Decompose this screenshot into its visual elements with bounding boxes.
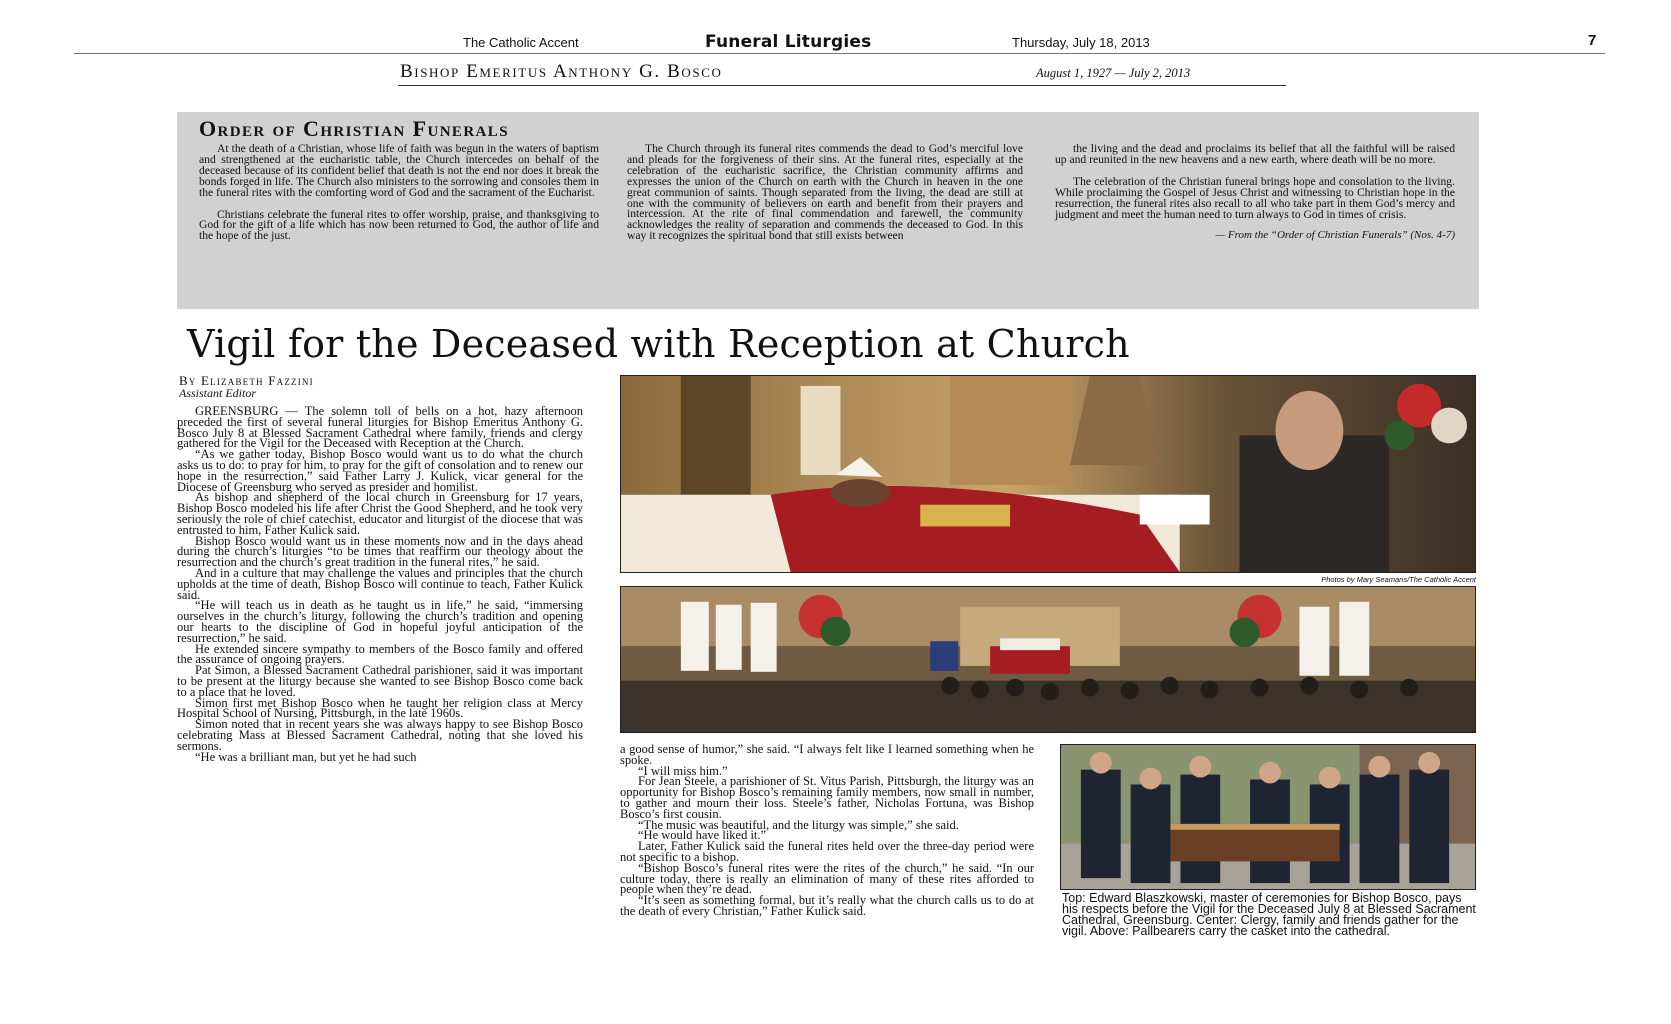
article-paragraph: “It’s seen as something formal, but it’s really what the church calls us to do at the death of every Christian,” Father Kulick said. bbox=[620, 893, 1034, 918]
page-number: 7 bbox=[1588, 32, 1597, 49]
article-paragraph: “He will teach us in death as he taught us in life,” he said, “immersing ourselves in the church’s liturgy, following the church’s tradition and opening our hearts to the discipline of God in hopeful joyful anticipation of the resurrection,” he said. bbox=[177, 598, 583, 645]
order-box-title: Order of Christian Funerals bbox=[199, 116, 509, 141]
article-paragraph: For Jean Steele, a parishioner of St. Vitus Parish, Pittsburgh, the liturgy was an opportunity for Bishop Bosco’s remaining family members, now small in number, to gather and mourn their loss. Steele’s father, Nicholas Fortuna, was Bishop Bosco’s first cousin. bbox=[620, 774, 1034, 821]
order-paragraph: The celebration of the Christian funeral brings hope and consolation to the living. While proclaiming the Gospel of Jesus Christ and witnessing to Christian hope in the resurrection, the funeral rites also recall to all who take part in them God’s mercy and judgment and meet the human need to turn always to God in times of crisis. bbox=[1055, 174, 1455, 221]
article-column-1 bbox=[177, 406, 583, 762]
order-box-column-1 bbox=[199, 144, 599, 242]
article-paragraph: “As we gather today, Bishop Bosco would want us to do what the church asks us to do: to pray for him, to pray for the gift of consolation and to renew our hope in the resurrection,” said Father Larry J. Kulick, vicar general for the Diocese of Greensburg who served as presider and homilist. bbox=[177, 447, 583, 494]
header-rule bbox=[74, 53, 1605, 54]
photo-credit: Photos by Mary Seamans/The Catholic Accent bbox=[1321, 575, 1476, 584]
order-paragraph: the living and the dead and proclaims its belief that all the faithful will be raised up and reunited in the new heavens and a new earth, where death will be no more. bbox=[1055, 142, 1455, 166]
article-paragraph: And in a culture that may challenge the values and principles that the church upholds at the time of death, Bishop Bosco will continue to teach, Father Kulick said. bbox=[177, 565, 583, 602]
order-of-funerals-box bbox=[177, 112, 1479, 309]
order-box-column-3 bbox=[1055, 144, 1455, 241]
photo-pallbearers bbox=[1060, 744, 1476, 890]
article-paragraph: Later, Father Kulick said the funeral rites held over the three-day period were not specific to a bishop. bbox=[620, 839, 1034, 864]
article-paragraph: “I will miss him.” bbox=[638, 763, 728, 778]
article-paragraph: “Bishop Bosco’s funeral rites were the rites of the church,” he said. “In our culture today, there is really an elimination of many of these rites afforded to people when they’re dead. bbox=[620, 860, 1034, 897]
byline: By Elizabeth Fazzini bbox=[179, 373, 314, 388]
article-paragraph: “The music was beautiful, and the liturgy was simple,” she said. bbox=[638, 817, 959, 832]
order-source: — From the “Order of Christian Funerals” (Nos. 4-7) bbox=[1215, 229, 1455, 242]
order-paragraph: At the death of a Christian, whose life of faith was begun in the waters of baptism and strengthened at the eucharistic table, the Church intercedes on behalf of the deceased because of its confident belief that death is not the end nor does it break the bonds forged in life. The Church also ministers to the sorrowing and consoles them in the funeral rites with the comforting word of God and the sacrament of the Eucharist. bbox=[199, 142, 599, 199]
tribute-dates: August 1, 1927 — July 2, 2013 bbox=[1036, 66, 1191, 80]
article-paragraph: a good sense of humor,” she said. “I always felt like I learned something when he spoke. bbox=[620, 742, 1034, 767]
photo-lying-in-state bbox=[620, 375, 1476, 573]
article-paragraph: He extended sincere sympathy to members of the Bosco family and offered the assurance of ongoing prayers. bbox=[177, 641, 583, 667]
order-paragraph: The Church through its funeral rites commends the dead to God’s merciful love and pleads for the forgiveness of their sins. At the funeral rites, especially at the celebration of the eucharistic sacrifice, the Christian community affirms and expresses the union of the Church on earth with the Church in heaven in the one great communion of saints. Though separated from the living, the dead are still at one with the community of believers on earth and benefit from their prayers and intercession. At the rite of final commendation and farewell, the community acknowledges the reality of separation and commends the deceased to God. In this way it recognizes the spiritual bond that still exists between bbox=[627, 142, 1023, 243]
tribute-name: Bishop Emeritus Anthony G. Bosco bbox=[400, 61, 723, 82]
issue-date: Thursday, July 18, 2013 bbox=[1012, 35, 1150, 50]
article-paragraph: Simon noted that in recent years she was always happy to see Bishop Bosco celebrating Mass at Blessed Sacrament Cathedral, noting that she loved his sermons. bbox=[177, 717, 583, 753]
article-paragraph: “He was a brilliant man, but yet he had such bbox=[195, 749, 417, 764]
publication-name: The Catholic Accent bbox=[463, 35, 579, 50]
order-paragraph: Christians celebrate the funeral rites to offer worship, praise, and thanksgiving to God for the gift of a life which has now been returned to God, the author of life and the hope of the just. bbox=[199, 207, 599, 243]
article-headline: Vigil for the Deceased with Reception at Church bbox=[187, 322, 1130, 366]
section-title: Funeral Liturgies bbox=[705, 32, 872, 52]
article-paragraph: As bishop and shepherd of the local church in Greensburg for 17 years, Bishop Bosco modeled his life after Christ the Good Shepherd, and he took very seriously the role of chief catechist, educator and liturgist of the diocese that was entrusted to him, Father Kulick said. bbox=[177, 490, 583, 537]
photo-caption: Top: Edward Blaszkowski, master of ceremonies for Bishop Bosco, pays his respects before the Vigil for the Deceased July 8 at Blessed Sacrament Cathedral, Greensburg. Center: Clergy, family and friends gather for the vigil. Above: Pallbearers carry the casket into the cathedral. bbox=[1062, 891, 1476, 938]
photo-vigil-gathering bbox=[620, 586, 1476, 733]
article-column-2 bbox=[620, 744, 1034, 917]
article-paragraph: “He would have liked it.” bbox=[638, 828, 767, 843]
order-box-column-2 bbox=[627, 144, 1023, 242]
article-paragraph: Bishop Bosco would want us in these moments now and in the days ahead during the church’s liturgies “to be times that reaffirm our theology about the resurrection and the church’s great tradition in the funeral rites,” he said. bbox=[177, 533, 583, 570]
byline-title: Assistant Editor bbox=[179, 386, 257, 400]
article-paragraph: Simon first met Bishop Bosco when he taught her religion class at Mercy Hospital School of Nursing, Pittsburgh, in the late 1960s. bbox=[177, 695, 583, 721]
article-paragraph: Pat Simon, a Blessed Sacrament Cathedral parishioner, said it was important to be present at the liturgy because she wanted to see Bishop Bosco come back to a place that he loved. bbox=[177, 663, 583, 699]
tribute-rule bbox=[398, 85, 1286, 86]
article-paragraph: GREENSBURG — The solemn toll of bells on a hot, hazy afternoon preceded the first of several funeral liturgies for Bishop Emeritus Anthony G. Bosco July 8 at Blessed Sacrament Cathedral where family, friends and clergy gathered for the Vigil for the Deceased with Reception at the Church. bbox=[177, 404, 583, 451]
